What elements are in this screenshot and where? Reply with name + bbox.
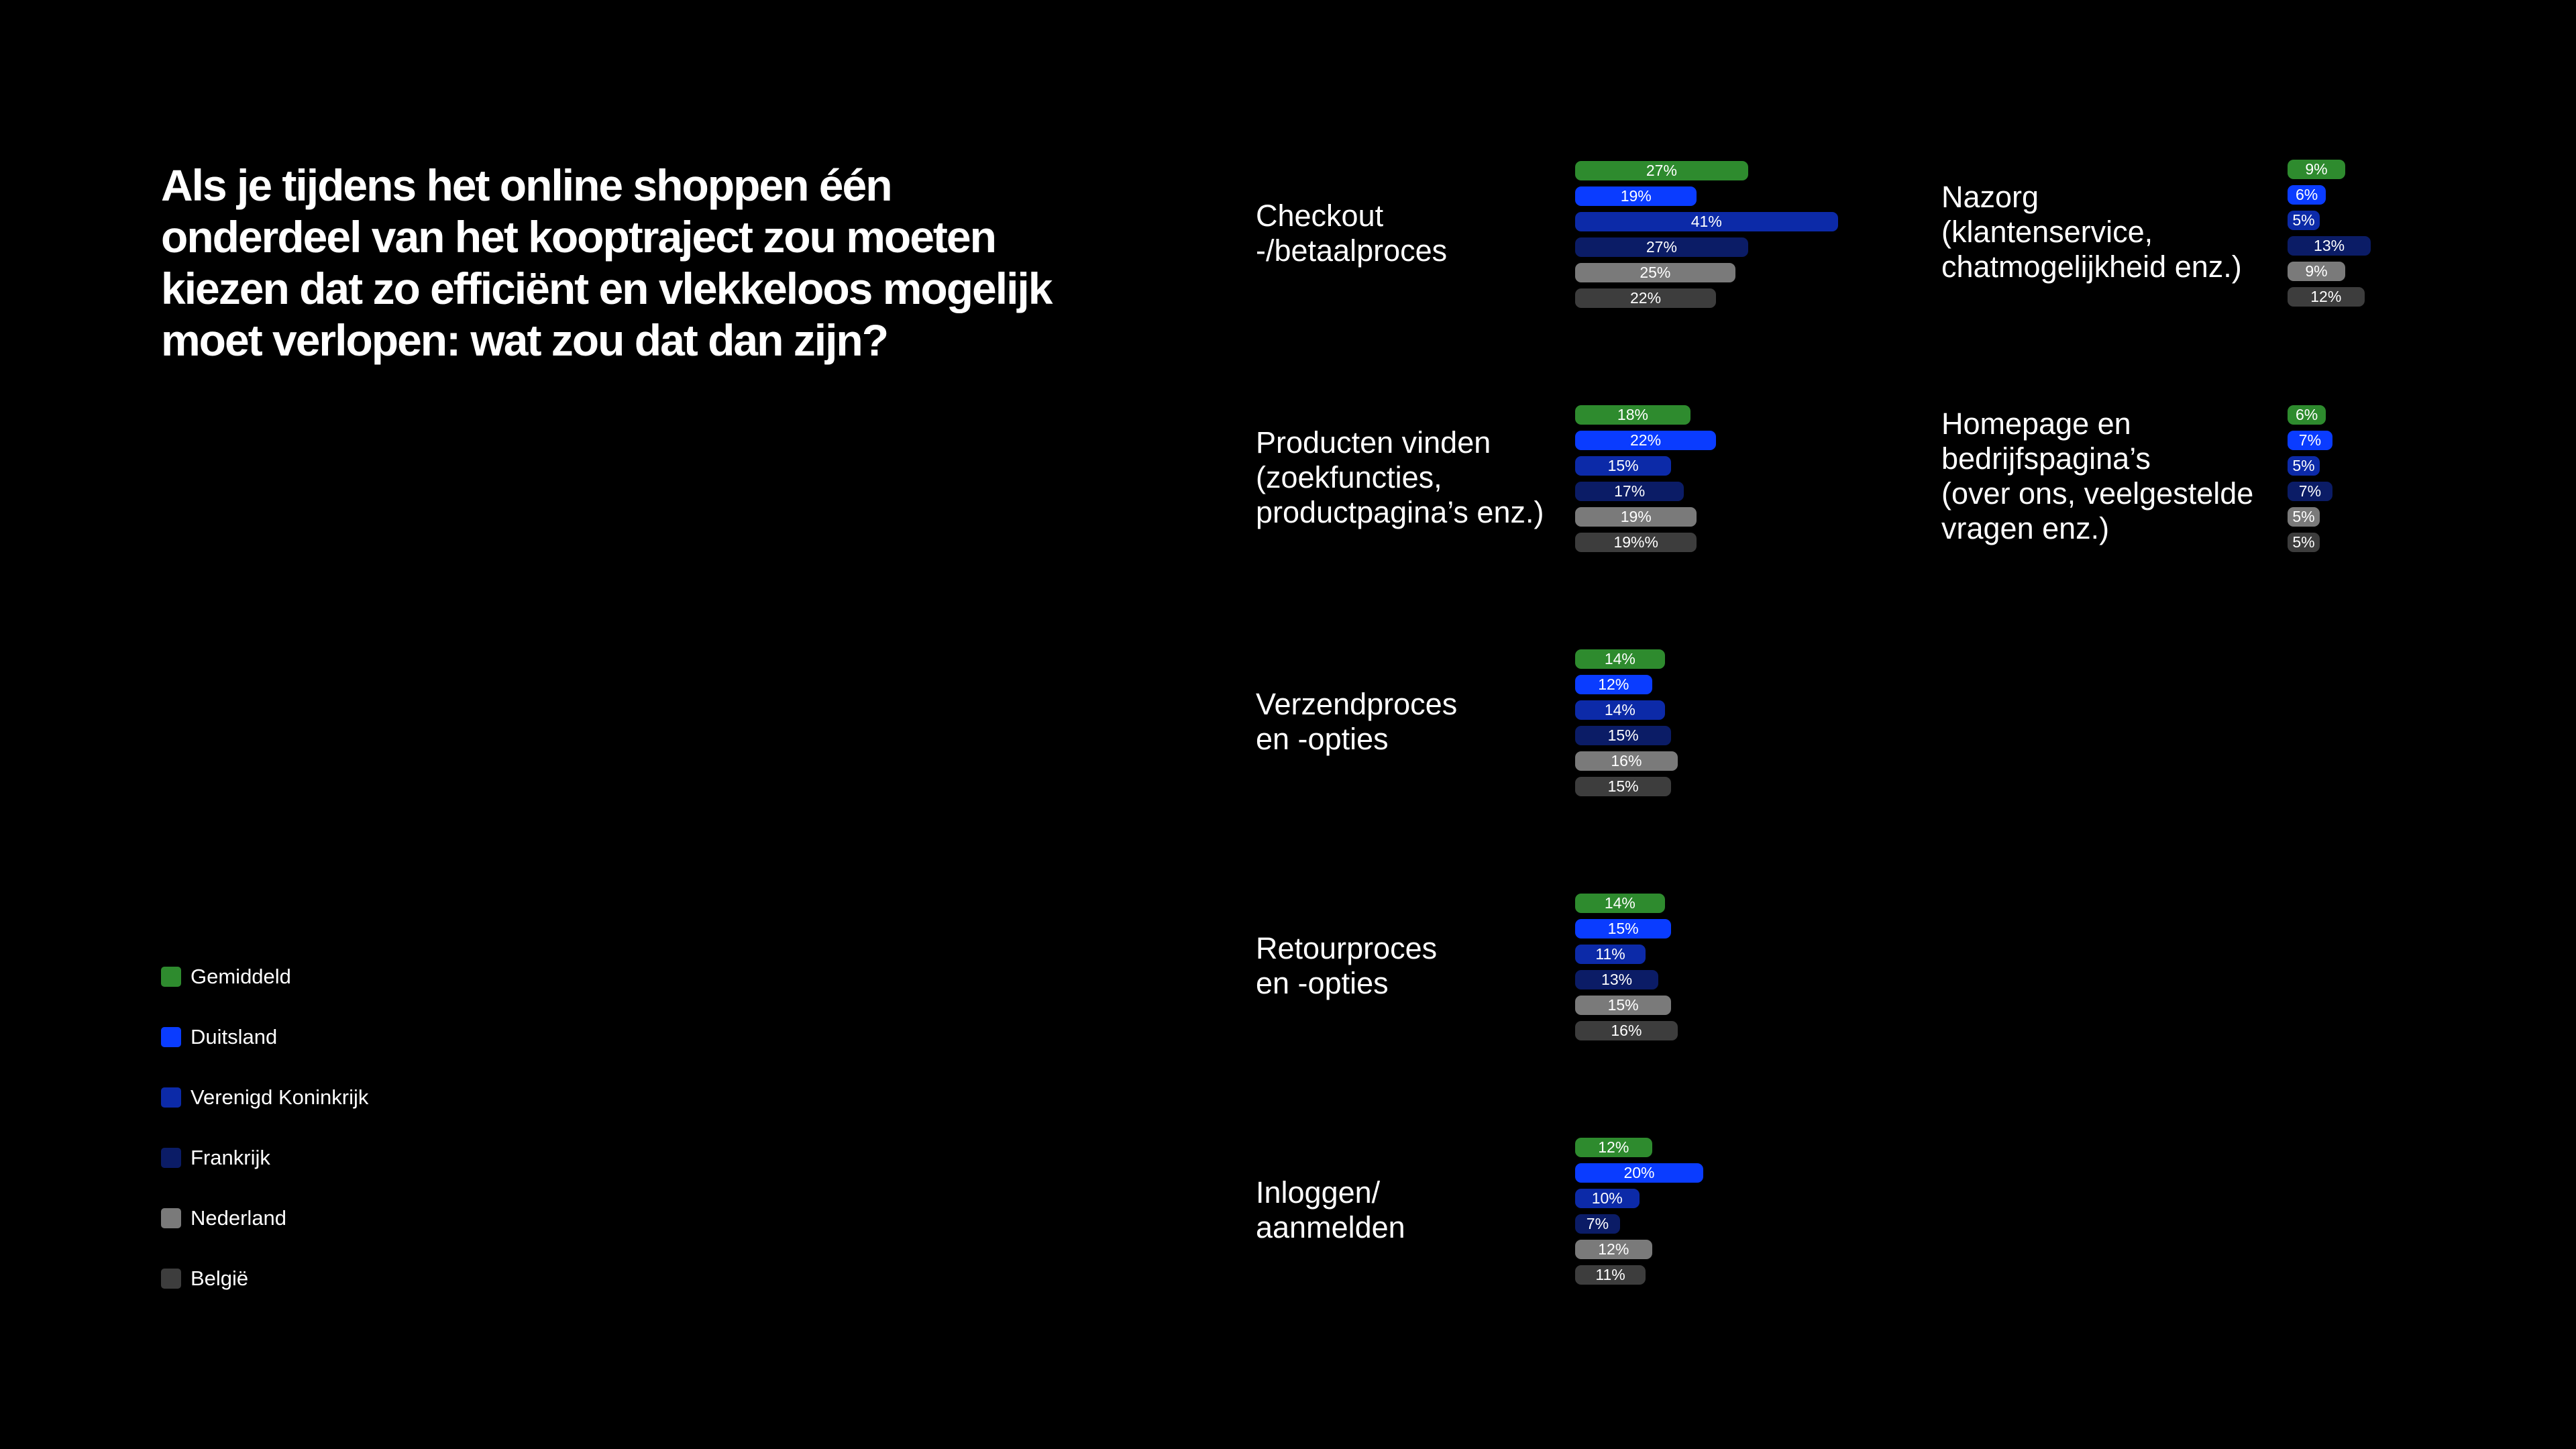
bar — [1575, 970, 1658, 989]
legend-item-nederland — [161, 1205, 564, 1232]
bar-value-label: 15% — [1607, 457, 1639, 474]
category-label-line: Checkout — [1256, 199, 1384, 233]
bar — [1575, 507, 1697, 527]
bar — [1575, 996, 1671, 1015]
category-label-line: vragen enz.) — [1941, 511, 2110, 545]
legend-item-gemiddeld — [161, 963, 564, 990]
bar — [1575, 186, 1697, 206]
bar-value-label: 12% — [1598, 676, 1629, 693]
legend-swatch — [161, 967, 181, 987]
category-label-line: Inloggen/ — [1256, 1175, 1381, 1210]
bar-value-label: 27% — [1646, 162, 1677, 179]
legend-swatch — [161, 1148, 181, 1168]
legend-swatch — [161, 1269, 181, 1289]
bar-value-label: 7% — [2298, 431, 2322, 449]
bar — [2288, 262, 2345, 281]
category-label — [1256, 425, 1544, 530]
bar-value-label: 13% — [1601, 971, 1633, 988]
bar-value-label: 41% — [1690, 213, 1722, 230]
bar-value-label: 19% — [1620, 187, 1652, 205]
category-label — [1941, 407, 2253, 546]
legend-item-frankrijk — [161, 1144, 564, 1171]
legend-item-belgie — [161, 1265, 564, 1292]
legend-label: Frankrijk — [191, 1146, 270, 1169]
category-label-line: en -opties — [1256, 722, 1389, 756]
bar — [2288, 211, 2320, 230]
bar-value-label: 5% — [2292, 211, 2315, 229]
legend-label: Verenigd Koninkrijk — [191, 1085, 369, 1109]
bar — [1575, 919, 1671, 938]
bar — [1575, 431, 1716, 450]
bar — [2288, 160, 2345, 179]
category-label-line: (over ons, veelgestelde — [1941, 476, 2254, 511]
category-label-line: en -opties — [1256, 966, 1389, 1000]
legend-swatch — [161, 1087, 181, 1108]
bar — [2288, 533, 2320, 552]
bar — [1575, 212, 1838, 231]
category-label-line: Verzendproces — [1256, 687, 1458, 721]
bar — [2288, 185, 2326, 205]
category-label — [1256, 931, 1437, 1001]
bar — [1575, 649, 1665, 669]
bar-value-label: 5% — [2292, 533, 2315, 551]
bar-value-label: 6% — [2296, 186, 2318, 203]
page-title: Als je tijdens het online shoppen één onderdeel van het kooptraject zou moeten kiezen dat zo efficiënt en vlekkeloos mogelijk moet verlopen: wat zou dat dan zijn? — [161, 160, 1052, 365]
bar-value-label: 16% — [1611, 752, 1642, 769]
bar-value-label: 19%% — [1613, 533, 1658, 551]
bar — [1575, 533, 1697, 552]
bar-value-label: 12% — [1598, 1138, 1629, 1156]
bar — [2288, 287, 2365, 307]
category-label — [1256, 199, 1447, 268]
bar — [1575, 675, 1652, 694]
bar-value-label: 15% — [1607, 777, 1639, 795]
bar — [1575, 751, 1678, 771]
bar — [1575, 263, 1735, 282]
bar — [1575, 482, 1684, 501]
category-label-line: -/betaalproces — [1256, 233, 1448, 268]
category-label-line: productpagina’s enz.) — [1256, 495, 1544, 529]
bar-value-label: 5% — [2292, 457, 2315, 474]
bar-value-label: 25% — [1640, 264, 1671, 281]
bar-value-label: 11% — [1595, 945, 1625, 963]
bar — [1575, 456, 1671, 476]
category-label-line: Nazorg — [1941, 180, 2039, 214]
bar — [2288, 456, 2320, 476]
bar — [1575, 1138, 1652, 1157]
category-label-line: Homepage en — [1941, 407, 2131, 441]
legend-label: België — [191, 1267, 249, 1290]
bar — [2288, 236, 2371, 256]
bar-value-label: 17% — [1614, 482, 1646, 500]
bar-value-label: 14% — [1604, 650, 1635, 667]
bar-value-label: 9% — [2305, 262, 2328, 280]
category-label-line: Producten vinden — [1256, 425, 1491, 460]
bar-value-label: 7% — [2298, 482, 2322, 500]
bar — [1575, 405, 1690, 425]
bar-value-label: 22% — [1630, 431, 1662, 449]
category-label-line: aanmelden — [1256, 1210, 1405, 1244]
bar-value-label: 14% — [1604, 894, 1635, 912]
bar-value-label: 12% — [2310, 288, 2342, 305]
bar-value-label: 6% — [2296, 406, 2318, 423]
legend-label: Duitsland — [191, 1025, 278, 1049]
bar-value-label: 27% — [1646, 238, 1677, 256]
bar — [2288, 405, 2326, 425]
bar — [1575, 1265, 1646, 1285]
bar-value-label: 16% — [1611, 1022, 1642, 1039]
bar — [2288, 482, 2332, 501]
category-label-line: bedrijfspagina’s — [1941, 441, 2151, 476]
bar — [1575, 945, 1646, 964]
bar — [1575, 777, 1671, 796]
legend-label: Nederland — [191, 1206, 287, 1230]
legend-label: Gemiddeld — [191, 965, 291, 988]
bar-value-label: 5% — [2292, 508, 2315, 525]
bar-value-label: 18% — [1617, 406, 1648, 423]
bar — [1575, 237, 1748, 257]
bar — [1575, 1163, 1703, 1183]
category-label — [1256, 687, 1457, 757]
legend-swatch — [161, 1208, 181, 1228]
bar-value-label: 15% — [1607, 996, 1639, 1014]
category-label — [1256, 1175, 1405, 1245]
category-label-line: chatmogelijkheid enz.) — [1941, 250, 2242, 284]
bar — [2288, 507, 2320, 527]
category-label-line: Retourproces — [1256, 931, 1438, 965]
category-label-line: (klantenservice, — [1941, 215, 2153, 249]
bar-value-label: 20% — [1623, 1164, 1655, 1181]
bar-value-label: 7% — [1586, 1215, 1609, 1232]
bar — [1575, 700, 1665, 720]
bar — [1575, 161, 1748, 180]
bar-value-label: 22% — [1630, 289, 1662, 307]
bar-value-label: 10% — [1591, 1189, 1623, 1207]
bar-value-label: 9% — [2305, 160, 2328, 178]
bar-value-label: 15% — [1607, 920, 1639, 937]
bar-value-label: 12% — [1598, 1240, 1629, 1258]
legend-item-verenigd-koninkrijk — [161, 1084, 564, 1111]
bar — [1575, 1021, 1678, 1040]
category-label-line: (zoekfuncties, — [1256, 460, 1442, 494]
bar — [1575, 288, 1716, 308]
legend-swatch — [161, 1027, 181, 1047]
bar-value-label: 19% — [1620, 508, 1652, 525]
bar — [1575, 1240, 1652, 1259]
legend-item-duitsland — [161, 1024, 564, 1051]
bar-value-label: 11% — [1595, 1266, 1625, 1283]
bar-value-label: 14% — [1604, 701, 1635, 718]
bar-value-label: 15% — [1607, 727, 1639, 744]
bar — [1575, 894, 1665, 913]
bar — [1575, 1214, 1620, 1234]
category-label — [1941, 180, 2242, 284]
bar-value-label: 13% — [2314, 237, 2345, 254]
bar — [1575, 1189, 1640, 1208]
bar — [2288, 431, 2332, 450]
bar — [1575, 726, 1671, 745]
